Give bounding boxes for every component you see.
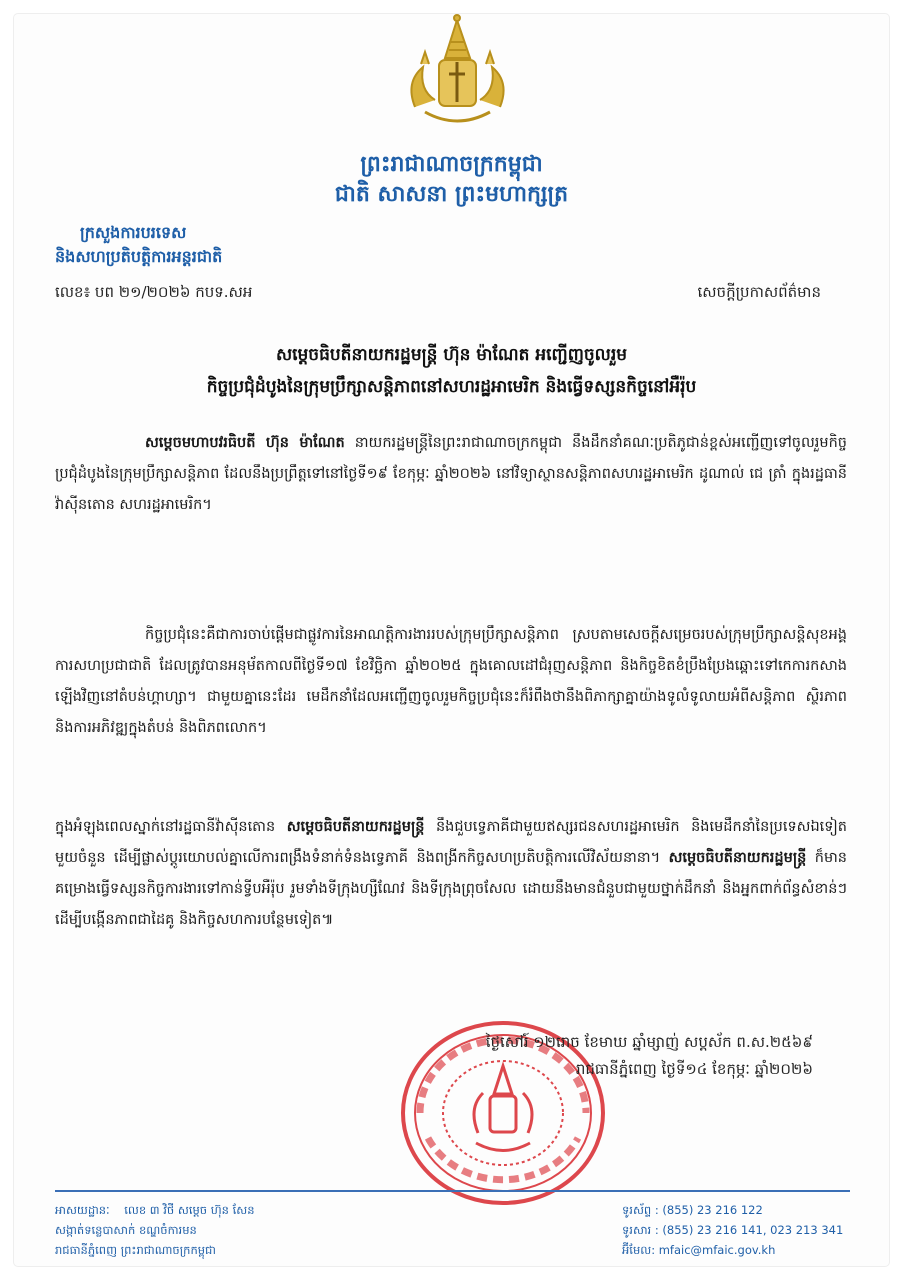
paragraph-3-bold-2: សម្តេចធិបតីនាយករដ្ឋមន្ត្រី [668, 850, 807, 866]
email-address[interactable]: mfaic@mfaic.gov.kh [658, 1243, 776, 1257]
paragraph-1 [55, 428, 847, 521]
kingdom-title: ព្រះរាជាណាចក្រកម្ពុជា [360, 152, 543, 177]
address-label: អាសយដ្ឋានៈ [55, 1203, 110, 1217]
fax-number: (855) 23 216 141, 023 213 341 [662, 1223, 844, 1237]
reference-number: លេខ៖ បព ២១/២០២៦ កបទ.សអ [55, 283, 253, 301]
footer-address [55, 1200, 255, 1260]
headline-line1: សម្តេចធិបតីនាយករដ្ឋមន្ត្រី ហ៊ុន ម៉ាណែត អញ្ជើញចូលរួម [275, 345, 628, 365]
paragraph-3-bold-1: សម្តេចធិបតីនាយករដ្ឋមន្ត្រី [286, 819, 425, 835]
footer-divider [55, 1190, 850, 1192]
paragraph-1-text: នាយករដ្ឋមន្ត្រីនៃព្រះរាជាណាចក្រកម្ពុជា នឹងដឹកនាំគណៈប្រតិភូជាន់ខ្ពស់អញ្ជើញទៅចូលរួមកិច្ចប្រជុំដំបូងនៃក្រុមប្រឹក្សាសន្តិភាព ដែលនឹងប្រព្រឹត្តទៅនៅថ្ងៃទី១៩ ខែកុម្ភៈ ឆ្នាំ២០២៦ នៅវិទ្យាស្ថានសន្តិភាពសហរដ្ឋអាមេរិក ដូណាល់ ជេ ត្រាំ ក្នុងរដ្ឋធានីវ៉ាស៊ីនតោន សហរដ្ឋអាមេរិក។ [55, 435, 848, 513]
footer-phone [622, 1200, 843, 1220]
phone-number: (855) 23 216 122 [662, 1203, 763, 1217]
email-label: អ៊ីមែល: [622, 1243, 656, 1257]
document-type: សេចក្តីប្រកាសព័ត៌មាន [697, 283, 821, 301]
lunar-date: ថ្ងៃសៅរ៍ ១២រោច ខែមាឃ ឆ្នាំម្សាញ់ សប្តស័ក ព.ស.២៥៦៩ [485, 1033, 813, 1051]
paragraph-3-text-c: ក៏មានគម្រោងធ្វើទស្សនកិច្ចការងារទៅកាន់ទ្វីបអឺរ៉ុប រួមទាំងទីក្រុងហ្សឺណែវ និងទីក្រុងព្រុចសែល ដោយនឹងមានជំនួបជាមួយថ្នាក់ដឹកនាំ និងអ្នកពាក់ព័ន្ធសំខាន់ៗ ដើម្បីបង្កើនភាពជាដៃគូ និងកិច្ចសហការបន្ថែមទៀត៕ [55, 850, 847, 928]
footer-contacts [622, 1200, 843, 1260]
footer-address-line2: សង្កាត់ទន្លេបាសាក់ ខណ្ឌចំការមន [55, 1223, 197, 1237]
ministry-name-line1: ក្រសួងការបរទេស [80, 223, 187, 242]
paragraph-3-text-b: នឹងជួបទ្វេភាគីជាមួយឥស្សរជនសហរដ្ឋអាមេរិក និងមេដឹកនាំនៃប្រទេសឯទៀតមួយចំនួន ដើម្បីផ្លាស់ប្តូរយោបល់គ្នាលើការពង្រឹងទំនាក់ទំនងទ្វេភាគី និងពង្រីកកិច្ចសហប្រតិបត្តិការលើវិស័យនានា។ [55, 819, 847, 866]
headline-line2: កិច្ចប្រជុំដំបូងនៃក្រុមប្រឹក្សាសន្តិភាពនៅសហរដ្ឋអាមេរិក និងធ្វើទស្សនកិច្ចនៅអឺរ៉ុប [206, 377, 697, 397]
solar-date: រាជធានីភ្នំពេញ ថ្ងៃទី១៤ ខែកុម្ភៈ ឆ្នាំ២០២៦ [575, 1060, 813, 1078]
paragraph-3 [55, 812, 847, 936]
footer-email [622, 1240, 843, 1260]
royal-arms-emblem-icon [395, 12, 520, 132]
paragraph-1-bold: សម្តេចមហាបវរធិបតី ហ៊ុន ម៉ាណែត [145, 435, 345, 451]
paragraph-3-text-a: ក្នុងអំឡុងពេលស្នាក់នៅរដ្ឋធានីវ៉ាស៊ីនតោន [55, 819, 287, 835]
ministry-name-line2: និងសហប្រតិបត្តិការអន្តរជាតិ [55, 247, 223, 266]
footer-fax [622, 1220, 843, 1240]
fax-label: ទូរសារ : [622, 1223, 659, 1237]
national-motto: ជាតិ សាសនា ព្រះមហាក្សត្រ [334, 182, 569, 207]
phone-label: ទូរស័ព្ទ : [622, 1203, 659, 1217]
paragraph-2: កិច្ចប្រជុំនេះគឺជាការចាប់ផ្តើមជាផ្លូវការនៃអាណត្តិការងាររបស់ក្រុមប្រឹក្សាសន្តិភាព ស្របតាមសេចក្តីសម្រេចរបស់ក្រុមប្រឹក្សាសន្តិសុខអង្គការសហប្រជាជាតិ ដែលត្រូវបានអនុម័តកាលពីថ្ងៃទី១៧ ខែវិច្ឆិកា ឆ្នាំ២០២៥ ក្នុងគោលដៅជំរុញសន្តិភាព និងកិច្ចខិតខំប្រឹងប្រែងឆ្ពោះទៅកេការកសាងឡើងវិញនៅតំបន់ហ្គាហ្សា។ ជាមួយគ្នានេះដែរ មេដឹកនាំដែលអញ្ជើញចូលរួមកិច្ចប្រជុំនេះក៏រំពឹងថានឹងពិភាក្សាគ្នាយ៉ាងទូលំទូលាយអំពីសន្តិភាព ស្ថិរភាព និងការអភិវឌ្ឍក្នុងតំបន់ និងពិភពលោក។ [55, 627, 847, 736]
address-street: លេខ ៣ វិថី សម្តេច ហ៊ុន សែន [124, 1203, 255, 1217]
footer-address-line1 [55, 1200, 255, 1220]
footer-address-line3: រាជធានីភ្នំពេញ ព្រះរាជាណាចក្រកម្ពុជា [55, 1243, 216, 1257]
